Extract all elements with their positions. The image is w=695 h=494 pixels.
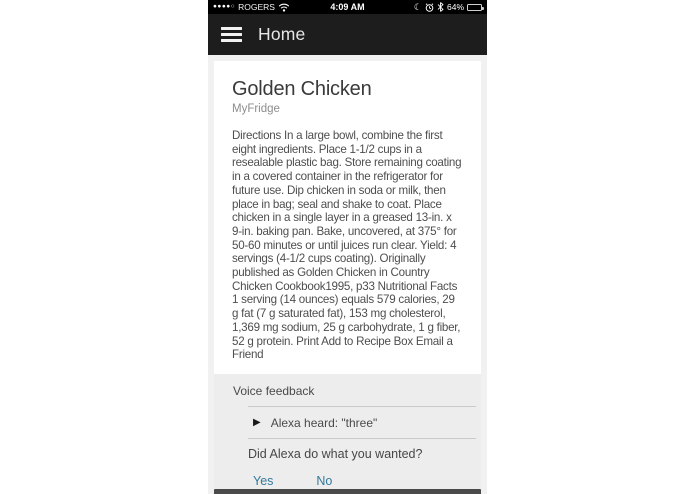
hamburger-menu-icon[interactable]	[221, 27, 242, 42]
divider	[248, 406, 476, 407]
wifi-icon	[278, 3, 290, 12]
alexa-heard-text: Alexa heard: "three"	[270, 415, 378, 430]
phone-screen	[208, 0, 487, 494]
status-bar	[208, 0, 487, 14]
feedback-no-button[interactable]: No	[316, 473, 333, 488]
feedback-actions	[253, 474, 481, 488]
battery-icon	[467, 4, 482, 11]
carrier-label: ROGERS	[238, 2, 275, 12]
feedback-question: Did Alexa do what you wanted?	[248, 446, 423, 461]
alarm-clock-icon	[425, 3, 434, 12]
next-card-peek	[214, 489, 481, 494]
recipe-source: MyFridge	[232, 103, 280, 115]
cell-signal-icon: ●●●●○	[213, 2, 236, 10]
play-icon[interactable]: ▶	[253, 416, 261, 428]
home-feed	[208, 55, 487, 494]
battery-percent-label: 64%	[446, 2, 464, 12]
voice-feedback-label: Voice feedback	[233, 383, 315, 398]
app-header	[208, 14, 487, 55]
status-right	[414, 2, 482, 12]
status-left	[213, 2, 290, 12]
play-utterance-button[interactable]	[253, 416, 481, 430]
do-not-disturb-moon-icon: ☾	[413, 1, 422, 12]
recipe-title: Golden Chicken	[232, 78, 372, 100]
voice-feedback-panel	[214, 374, 481, 494]
page-title: Home	[258, 24, 306, 44]
divider	[248, 438, 476, 439]
feedback-yes-button[interactable]: Yes	[253, 473, 274, 488]
recipe-directions: Directions In a large bowl, combine the first eight ingredients. Place 1-1/2 cups in a resealable plastic bag. Store remaining coating in a covered container in the refrigerator for future use. Dip chicken in soda or milk, then place in bag; seal and shake to coat. Place chicken in a single layer in a greased 13-in. x 9-in. baking pan. Bake, uncovered, at 375° for 50-60 minutes or until juices run clear. Yield: 4 servings (4-1/2 cups coating). Originally published as Golden Chicken in Country Chicken Cookbook1995, p33 Nutritional Facts 1 serving (14 ounces) equals 579 calories, 29 g fat (7 g saturated fat), 153 mg cholesterol, 1,369 mg sodium, 25 g carbohydrate, 1 g fiber, 52 g protein. Print Add to Recipe Box Email a Friend	[232, 129, 462, 362]
recipe-card	[214, 61, 481, 374]
clock-time: 4:09 AM	[330, 2, 365, 12]
bluetooth-icon	[437, 2, 444, 12]
